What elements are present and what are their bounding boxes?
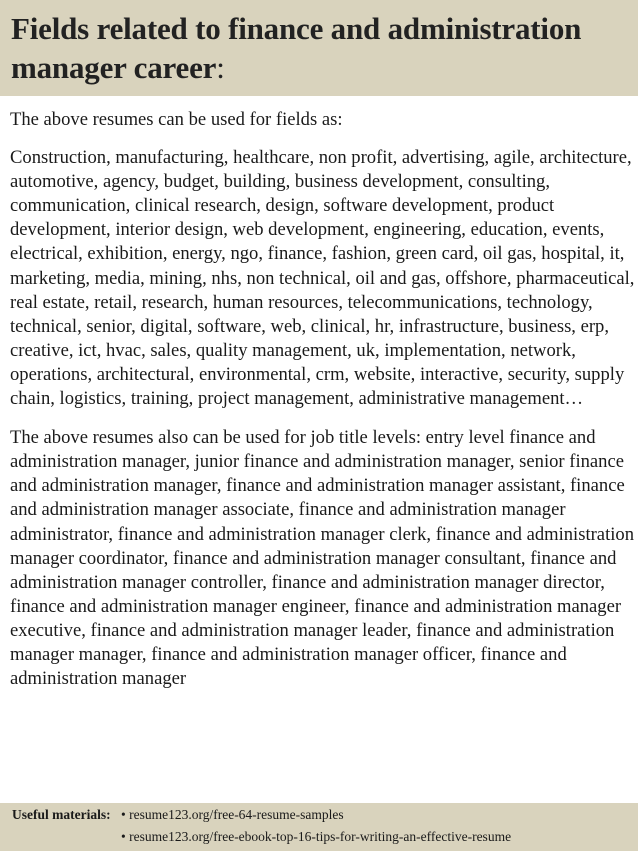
title-band: [0, 0, 638, 96]
page-title: [11, 9, 636, 87]
main-content: [10, 108, 635, 804]
ebook-tips-link[interactable]: • resume123.org/free-ebook-top-16-tips-for-writing-an-effective-resume: [121, 829, 512, 844]
useful-materials-footer: [0, 803, 638, 851]
job-levels-paragraph: The above resumes also can be used for job title levels: entry level finance and administration manager, junior finance and administration manager, senior finance and administration manager, finance and administration manager assistant, finance and administration manager associate, finance and administration manager administrator, finance and administration manager clerk, finance and administration manager coordinator, finance and administration manager consultant, finance and administration manager controller, finance and administration manager director, finance and administration manager engineer, finance and administration manager executive, finance and administration manager leader, finance and administration manager manager, finance and administration manager officer, finance and administration manager: [10, 427, 634, 690]
fields-list: Construction, manufacturing, healthcare, non profit, advertising, agile, architecture, automotive, agency, budget, building, business development, consulting, communication, clinical research, design, software development, product development, interior design, web development, engineering, education, events, electrical, exhibition, energy, ngo, finance, fashion, green card, oil gas, hospital, it, marketing, media, mining, nhs, non technical, oil and gas, offshore, pharmaceutical, real estate, retail, research, human resources, telecommunications, technology, technical, senior, digital, software, web, clinical, hr, infrastructure, business, erp, creative, ict, hvac, sales, quality management, uk, implementation, network, operations, architectural, environmental, crm, website, interactive, security, supply chain, logistics, training, project management, administrative management…: [10, 147, 635, 410]
resume-samples-link[interactable]: • resume123.org/free-64-resume-samples: [121, 807, 344, 822]
useful-materials-label: Useful materials:: [12, 807, 111, 822]
page-title-colon: :: [216, 50, 225, 85]
fields-intro: The above resumes can be used for fields as:: [10, 109, 343, 130]
page-title-text: Fields related to finance and administration manager career: [11, 11, 582, 85]
